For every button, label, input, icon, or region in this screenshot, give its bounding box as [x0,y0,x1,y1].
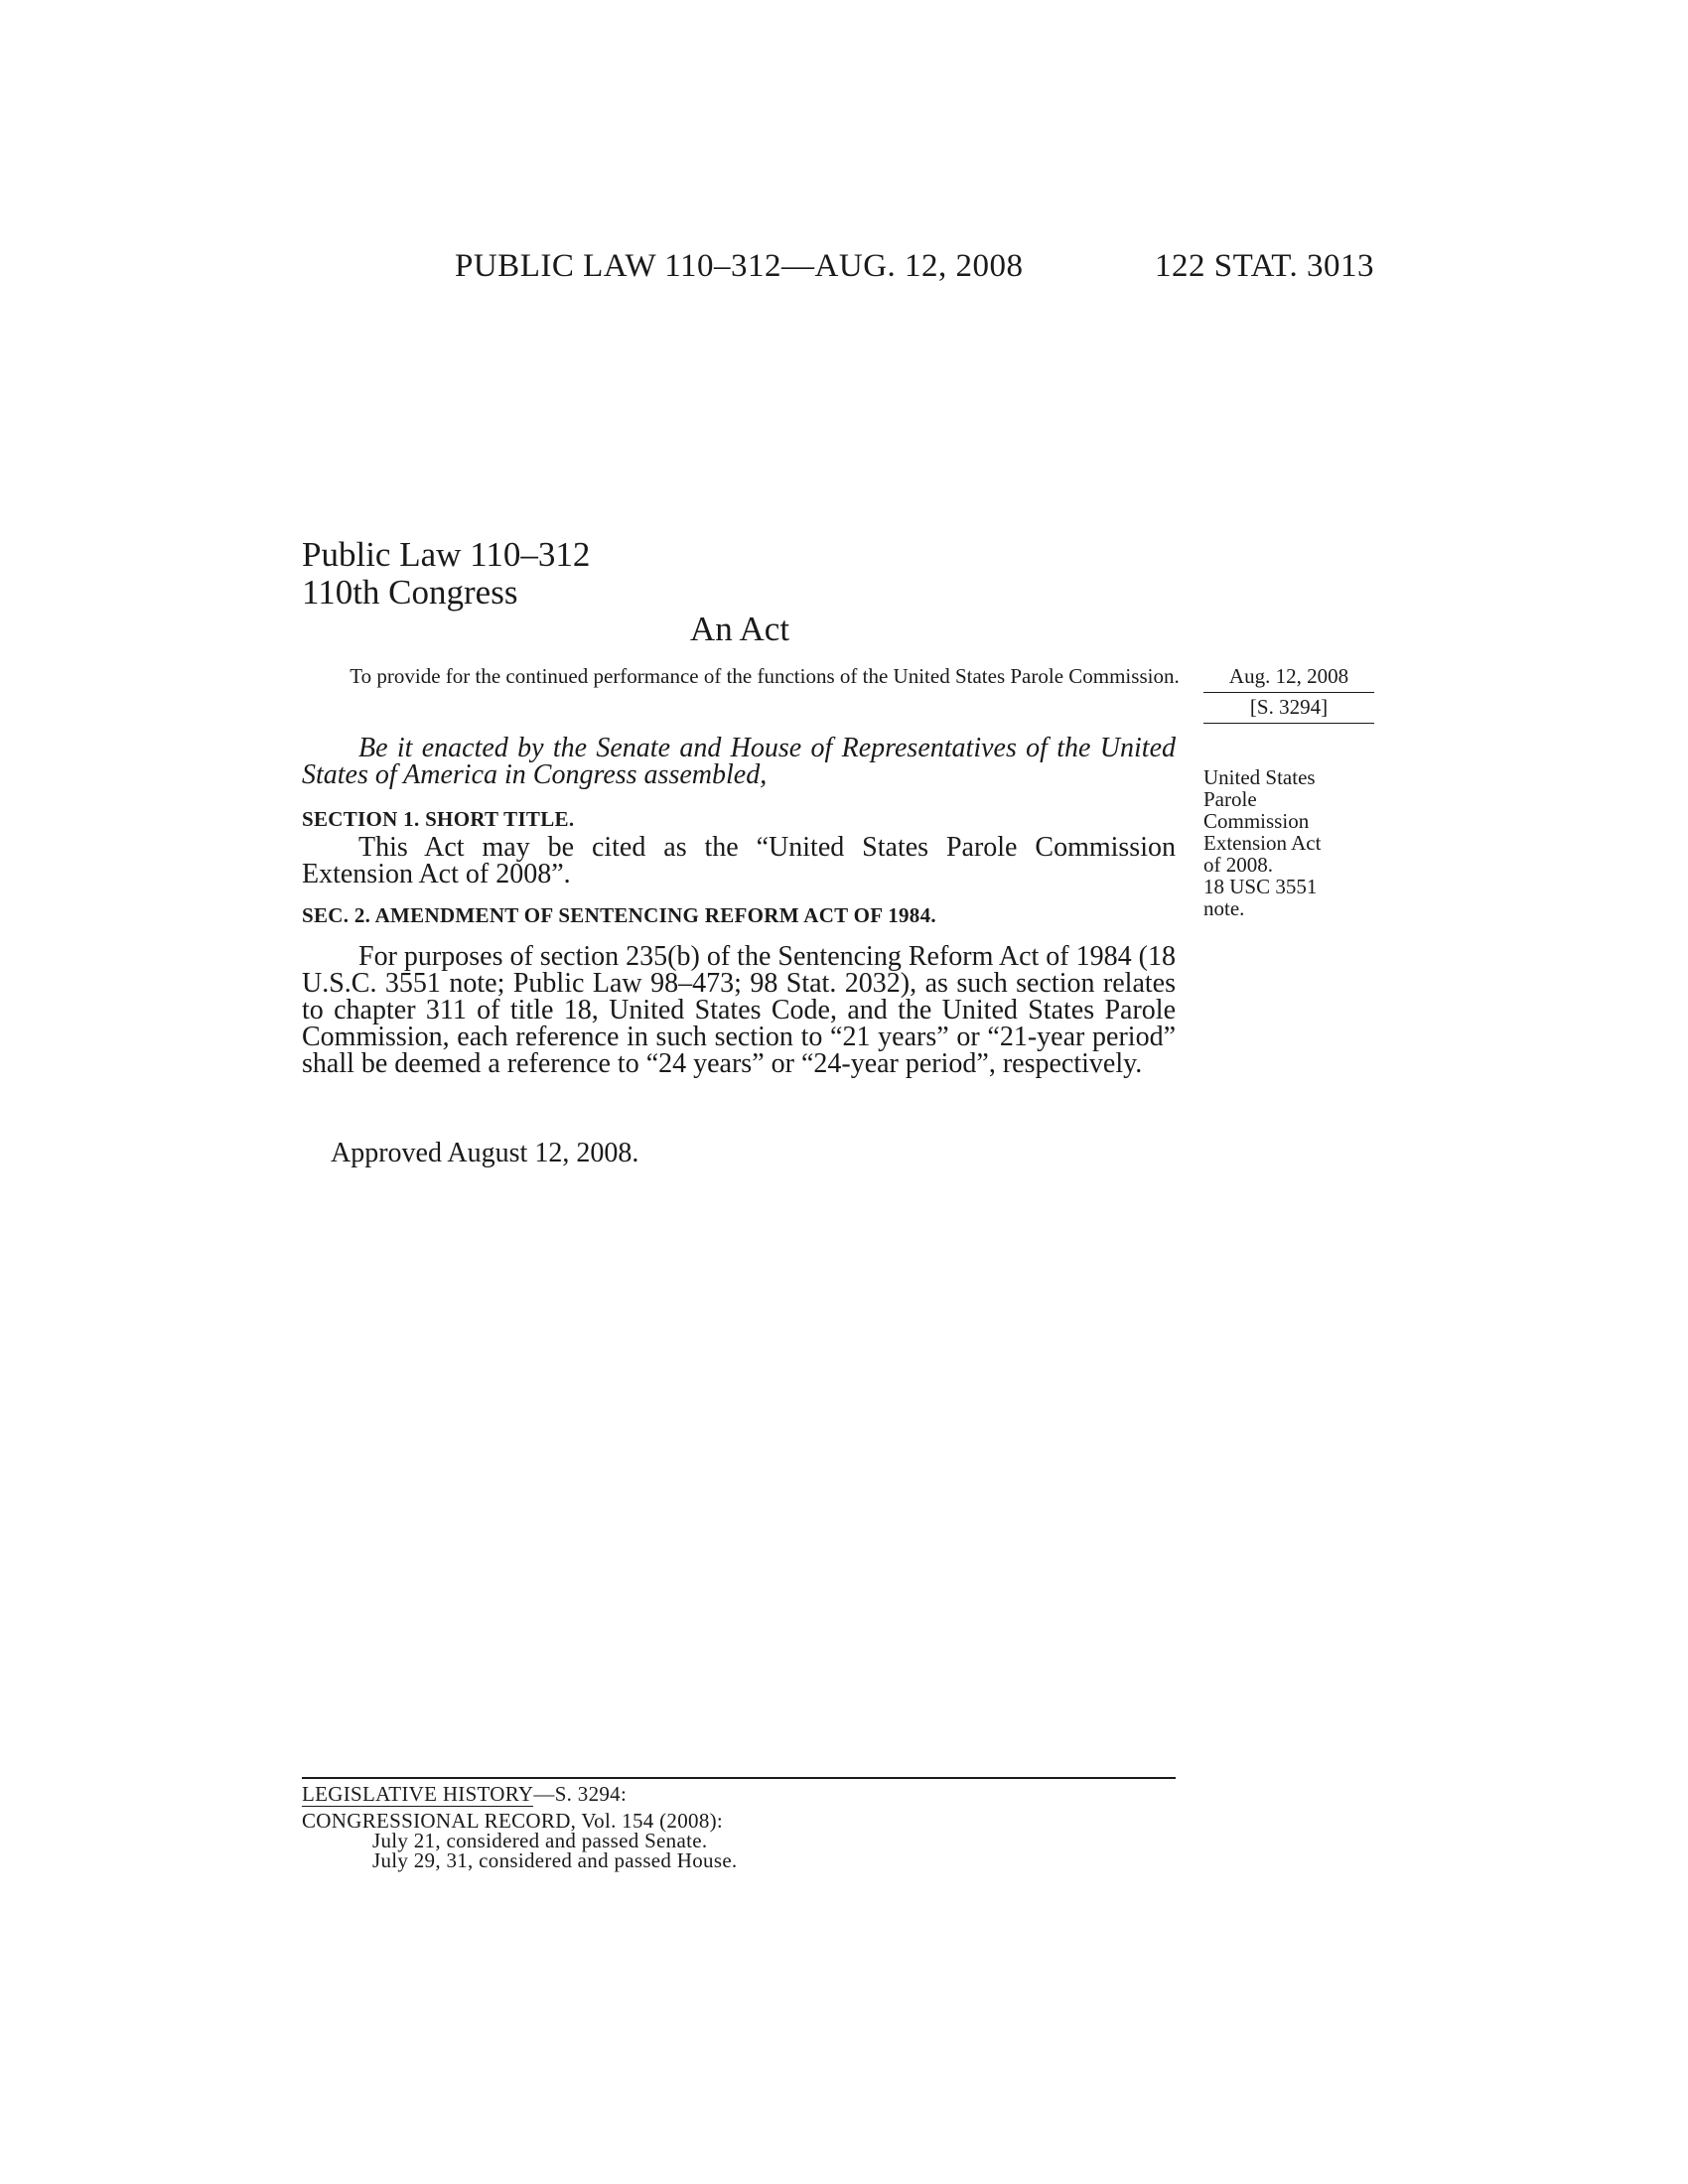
running-head-title: PUBLIC LAW 110–312—AUG. 12, 2008 [455,248,1024,284]
legislative-history-bill: —S. 3294: [533,1782,628,1806]
side-note-line: of 2008. [1203,853,1273,877]
section-2-text: For purposes of section 235(b) of the Sentencing Reform Act of 1984 (18 U.S.C. 3551 note; Public Law 98–473; 98 Stat. 2032), as such section relates to chapter 311 of title 18, United States Code, and the United States Parole Commission, each reference in such section to “21 years” or “21-year period” shall be deemed a reference to “24 years” or “24-year period”, respectively. [302,941,1176,1079]
section-2-heading: SEC. 2. AMENDMENT OF SENTENCING REFORM ACT OF 1984. [302,903,936,927]
section-1-text: This Act may be cited as the “United States Parole Commission Extension Act of 2008”. [302,832,1176,889]
side-note-line: United States [1203,765,1316,789]
margin-enactment-date: Aug. 12, 2008 [1203,664,1374,693]
enacting-clause: Be it enacted by the Senate and House of Representatives of the United States of America in Congress assembled, [302,733,1176,790]
legislative-history-heading [302,1784,627,1804]
side-note-line: 18 USC 3551 [1203,875,1318,898]
congress-number: 110th Congress [302,573,518,612]
side-note-line: Commission [1203,809,1310,833]
congressional-record-citation: CONGRESSIONAL RECORD, Vol. 154 (2008): [302,1809,724,1833]
running-head-stat-page: 122 STAT. 3013 [1154,248,1374,284]
margin-side-note [1203,766,1382,919]
side-note-line: Extension Act [1203,831,1322,855]
margin-bill-number: [S. 3294] [1203,695,1374,724]
public-law-number: Public Law 110–312 [302,535,591,574]
act-purpose: To provide for the continued performance of the functions of the United States Parole Commission. [350,664,1180,688]
footer-rule [302,1777,1176,1779]
house-action-entry: July 29, 31, considered and passed House. [372,1848,738,1872]
senate-action-entry: July 21, considered and passed Senate. [372,1829,708,1852]
side-note-line: note. [1203,896,1245,920]
act-heading: An Act [689,610,790,648]
approval-line: Approved August 12, 2008. [331,1138,639,1168]
section-1-heading: SECTION 1. SHORT TITLE. [302,807,575,831]
side-note-line: Parole [1203,787,1257,811]
legislative-history-label: LEGISLATIVE HISTORY [302,1782,534,1806]
